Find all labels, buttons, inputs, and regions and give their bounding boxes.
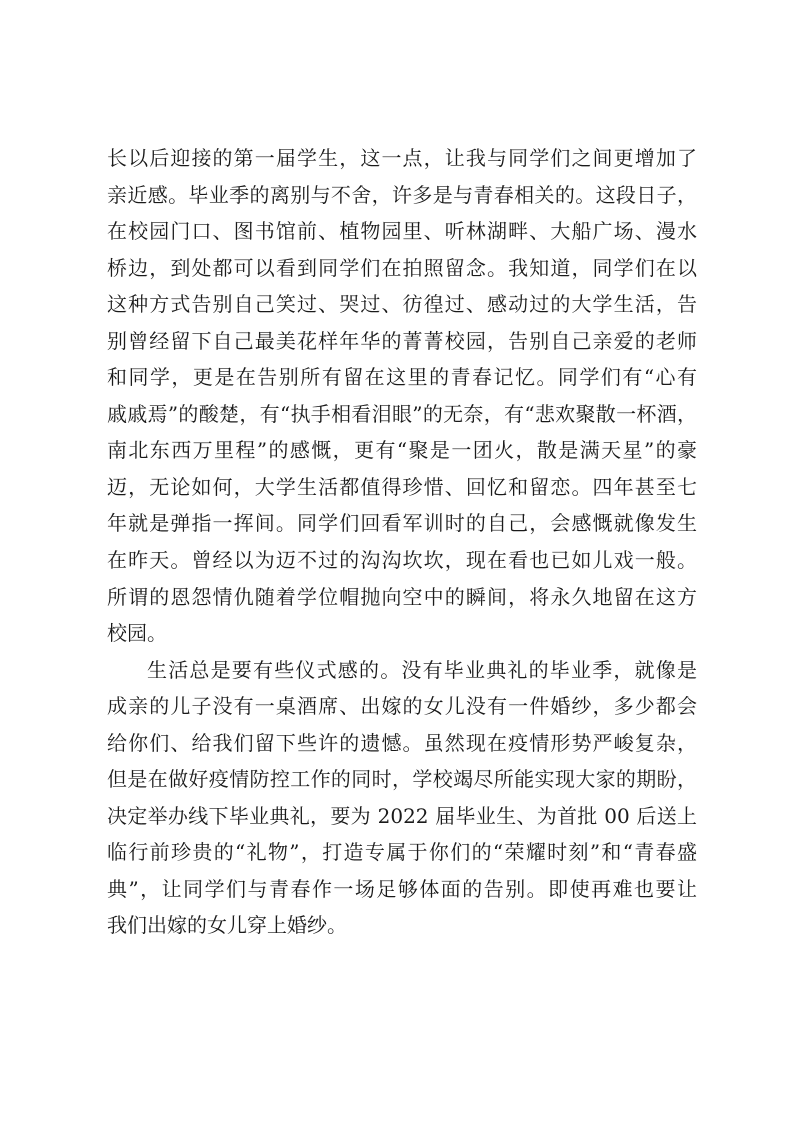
text-line: 在校园门口、图书馆前、植物园里、听林湖畔、大船广场、漫水 <box>107 219 697 244</box>
paragraph-2 <box>107 652 697 944</box>
document-body <box>107 140 697 944</box>
text-line: 别曾经留下自己最美花样年华的菁菁校园，告别自己亲爱的老师 <box>107 328 697 353</box>
text-line: 但是在做好疫情防控工作的同时，学校竭尽所能实现大家的期盼， <box>107 767 697 792</box>
text-line: 在昨天。曾经以为迈不过的沟沟坎坎，现在看也已如儿戏一般。 <box>107 548 697 573</box>
text-line: 迈，无论如何，大学生活都值得珍惜、回忆和留恋。四年甚至七 <box>107 474 697 499</box>
text-line: 我们出嫁的女儿穿上婚纱。 <box>107 913 347 938</box>
text-line: 所谓的恩怨情仇随着学位帽抛向空中的瞬间，将永久地留在这方 <box>107 584 697 609</box>
text-line: 临行前珍贵的“礼物”，打造专属于你们的“荣耀时刻”和“青春盛 <box>107 840 697 865</box>
text-line: 生活总是要有些仪式感的。没有毕业典礼的毕业季，就像是 <box>147 657 697 682</box>
text-line: 戚戚焉”的酸楚，有“执手相看泪眼”的无奈，有“悲欢聚散一杯酒， <box>107 401 697 426</box>
text-line: 典”，让同学们与青春作一场足够体面的告别。即使再难也要让 <box>107 876 697 901</box>
text-line: 长以后迎接的第一届学生，这一点，让我与同学们之间更增加了 <box>107 146 697 170</box>
text-line: 决定举办线下毕业典礼，要为 2022 届毕业生、为首批 00 后送上 <box>107 803 697 828</box>
text-line: 桥边，到处都可以看到同学们在拍照留念。我知道，同学们在以 <box>107 255 697 280</box>
text-line: 年就是弹指一挥间。同学们回看军训时的自己，会感慨就像发生 <box>107 511 697 536</box>
text-line: 成亲的儿子没有一桌酒席、出嫁的女儿没有一件婚纱，多少都会 <box>107 694 697 719</box>
text-line: 校园。 <box>107 621 167 646</box>
text-line: 南北东西万里程”的感慨，更有“聚是一团火，散是满天星”的豪 <box>107 438 697 463</box>
text-line: 和同学，更是在告别所有留在这里的青春记忆。同学们有“心有 <box>107 365 697 390</box>
text-line: 亲近感。毕业季的离别与不舍，许多是与青春相关的。这段日子， <box>107 182 697 207</box>
paragraph-1 <box>107 140 697 652</box>
text-line: 这种方式告别自己笑过、哭过、彷徨过、感动过的大学生活，告 <box>107 292 697 317</box>
text-line: 给你们、给我们留下些许的遗憾。虽然现在疫情形势严峻复杂， <box>107 730 697 755</box>
